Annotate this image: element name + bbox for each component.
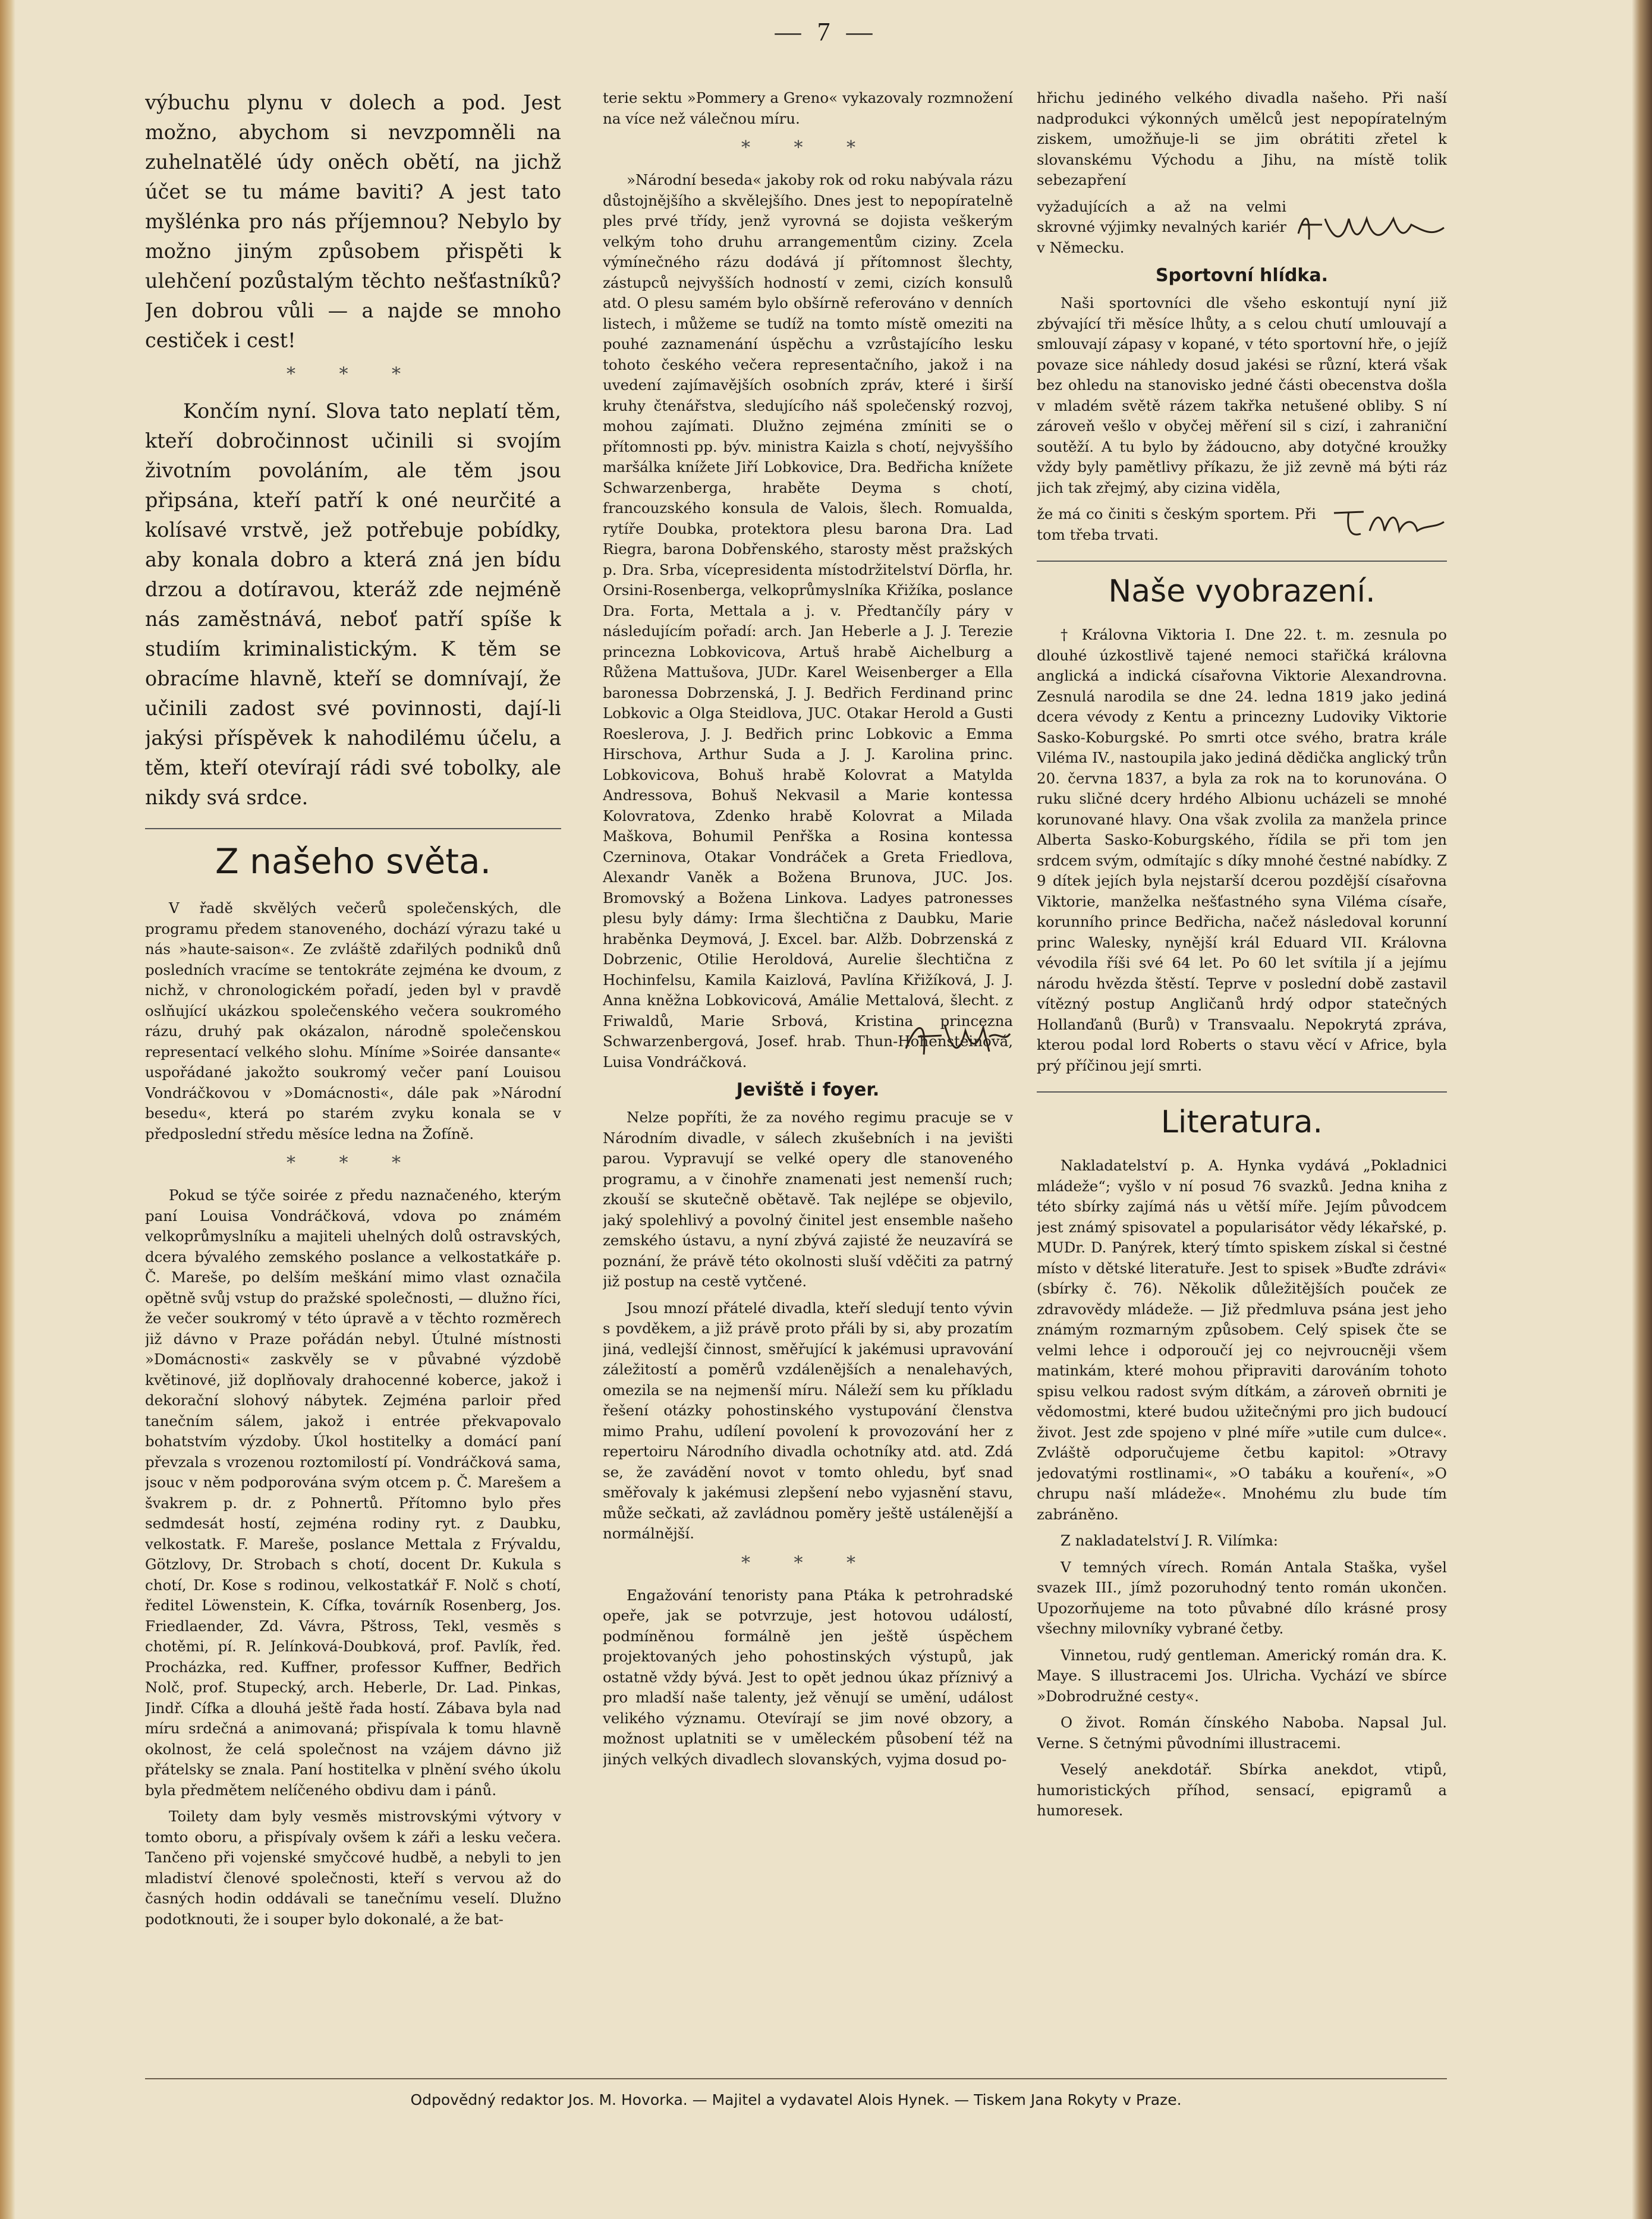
section-title-z-naseho-sveta: Z našeho světa. — [215, 841, 491, 882]
society-paragraph-2: Pokud se týče soirée z předu naznačeného, kterým paní Louisa Vondráčková, vdova po známém velkoprůmyslníku a majiteli uhelných dolů ostravských, dcera bývalého zemského poslance a velkostatkáře p. Č. Mareše, po delším meškání mimo vlast označila opětně svůj vstup do pražské společnosti, — dlužno říci, že večer soukromý v této úpravě a v těchto rozměrech již dávno v Praze pořádán nebyl. Útulné místnosti »Domácnosti« zaskvěly se v půvabné výzdobě květinové, již doplňovaly drahocenné koberce, jakož i dekorační slohový nábytek. Zejména parloir před tanečním sálem, jakož i entrée překvapovalo bohatstvím výzdoby. Úkol hostitelky a domácí paní převzala s vrozenou roztomilostí pí. Vondráčková sama, jsouc v něm podporována svým otcem p. Č. Marešem a švakrem p. dr. z Pohnertů. Přítomno bylo přes sedmdesát hostí, zejména rodiny ryt. z Daubku, velkostatk. F. Mareše, poslance Mettala z Frývaldu, Götzlovy, Dr. Strobach s chotí, docent Dr. Kukula s chotí, Dr. Kose s rodinou, velkostatkář F. Nolč s chotí, ředitel Löwenstein, K. Cífka, továrník Rosenberg, Jos. Friedlaender, Zd. Vávra, Pštross, Tekl, vesměs s chotěmi, pí. R. Jelínková-Doubková, prof. Pavlík, řed. Procházka, red. Kuffner, professor Kuffner, Bedřich Nolč, prof. Stupecký, arch. Heberle, Dr. Lad. Pinkas, Jindř. Cífka a dlouhá ještě řada hostí. Zábava byla nad míru srdečná a animovaná; přispívala k tomu hlavně okolnost, že celá společnost na vzájem dávno již přátelsky se znala. Paní hostitelka v plnění svého úkolu byla předmětem nelíčeného obdivu dam i pánů. — [145, 1186, 561, 1799]
section-title-literatura: Literatura. — [1160, 1104, 1323, 1140]
column-right — [1037, 88, 1447, 2061]
lead-paragraph-1: výbuchu plynu v dolech a pod. Jest možno, abychom si nevzpomněli na zuhelnatělé údy oněch obětí, na jichž účet se tu máme baviti? A jest tato myšlénka pro nás příjemnou? Nebylo by možno jiným způsobem přispěti k ulehčení pozůstalým těchto nešťastníků? Jen dobrou vůli — a najde se mnoho cestiček i cest! — [145, 91, 561, 352]
society-paragraph-3: Toilety dam byly vesměs mistrovskými výtvory v tomto oboru, a přispívaly ovšem k záři a lesku večera. Tančeno při vojenské smyčcové hudbě, a nebyli to jen mladiství členové společnosti, kteří s vervou až do časných hodin oddávali se tanečnímu veselí. Dlužno podotknouti, že i souper bylo dokonalé, a že bat- — [145, 1808, 561, 1928]
literature-paragraph-6: Veselý anekdotář. Sbírka anekdot, vtipů, humoristických příhod, sensací, epigramů a humoresek. — [1037, 1761, 1447, 1819]
ball-paragraph-0: terie sektu »Pommery a Greno« vykazovaly rozmnožení na více než válečnou míru. — [603, 89, 1013, 127]
signature-image — [1292, 201, 1447, 254]
signature-image — [1328, 501, 1447, 543]
star-divider: * * * — [741, 1552, 875, 1573]
page-edge-left — [0, 0, 15, 2219]
ball-report-block — [603, 170, 1013, 1072]
theatre-paragraph-2: Jsou mnozí přátelé divadla, kteří sledují tento vývin s povděkem, a již právě proto přáli by si, aby prozatím jiná, vedlejší činnost, směřující k jakémusi upravování záležitostí a poměrů vzdálenějších a nenalehavých, omezila se na nejmenší míru. Náleží sem ku příkladu řešení otázky pohostinského vystupování členstva mimo Prahu, udílení povolení k provozování her z repertoiru Národního divadla ochotníky atd. atd. Zdá se, že zavádění novot v tomto ohledu, byť snad směřovaly k jakémusi zlepšení nebo vyjasnění stavu, může sečkati, až zavládnou poměry ještě ustálenější a normálnější. — [603, 1299, 1013, 1542]
literature-paragraph-3: V temných vírech. Román Antala Staška, vyšel svazek III., jímž pozoruhodný tento román ukončen. Upozorňujeme na toto půvabné dílo krásné prosy všechny milovníky vybrané četby. — [1037, 1558, 1447, 1637]
column-left — [145, 88, 561, 2061]
section-rule — [1037, 561, 1447, 562]
theatre-continuation-block — [1037, 88, 1447, 258]
literature-paragraph-4: Vinnetou, rudý gentleman. Americký román dra. K. Maye. S illustracemi Jos. Ulricha. Vychází ve sbírce »Dobrodružné cesty«. — [1037, 1646, 1447, 1705]
lead-paragraph-2: Končím nyní. Slova tato neplatí těm, kteří dobročinnost učinili si svojím životním povoláním, ale těm jsou připsána, kteří patří k oné neurčité a kolísavé vrstvě, jež potřebuje pobídky, aby konala dobro a která zná jen bídu drzou a dotíravou, kteráž zde nejméně nás zaměstnává, neboť patří spíše k studiím kriminalistickým. K těm se obracíme hlavně, kteří se domnívají, že učinili zadost své povinnosti, dají-li jakýsi příspěvek k nahodilému účelu, a těm, kteří otevírají rádi své tobolky, ale nikdy svá srdce. — [145, 399, 561, 809]
column-middle — [603, 88, 1013, 2061]
theatre-paragraph-1: Nelze popříti, že za nového regimu pracuje se v Národním divadle, v sálech zkušebních i na jevišti parou. Vypravují se velké opery dle stanoveného programu, a v činohře znamenati jest nemenší ruch; zkouší se skutečně obětavě. Tak nejlépe se objevilo, jaký spolehlivý a povolný činitel jest ensemble našeho zemského ústavu, a nyní zbývá zajisté že neuzavírá se poznání, že právě této okolnosti sluší vděčiti za patrný již postup na cestě vytčené. — [603, 1109, 1013, 1290]
star-divider: * * * — [286, 1153, 420, 1173]
star-divider: * * * — [286, 364, 420, 385]
literature-paragraph-2: Z nakladatelství J. R. Vilímka: — [1061, 1532, 1279, 1549]
literature-paragraph-5: O život. Román čínského Naboba. Napsal Jul. Verne. S četnými původními illustracemi. — [1037, 1714, 1447, 1752]
theatre-continuation-2: vyžadujících a až na velmi skrovné výjimky nevalných kariér v Německu. — [1037, 197, 1286, 256]
literature-paragraph-1: Nakladatelství p. A. Hynka vydává „Pokladnici mládeže“; vyšlo v ní posud 76 svazků. Jedna kniha z této sbírky zajímá nás u větší míře. Jejím původcem jest známý spisovatel a popularisátor vědy lékařské, p. MUDr. D. Panýrek, který tímto spiskem získal si čestné místo v dětské literatuře. Jest to spisek »Buďte zdrávi« (sbírky č. 76). Několik důležitějších pouček ze zdravovědy mládeže. — Již předmluva psána jest jeho známým rozmarným způsobem. Celý spisek čte se velmi lehce i odporoučí jej co nejvroucněji všem matinkám, které mohou připraviti darováním tohoto spisu velkou radost svým dítkám, a zároveň obrniti je vědomostmi, které budou užitečnými pro jich budoucí život. Jest zde spojeno v plné míře »utile cum dulce«. Zvláště odporučujeme četbu kapitol: »Otravy jedovatými rostlinami«, »O tabáku a kouření«, »O chrupu naší mládeže«. Mnohému zlu bude tím zabráněno. — [1037, 1157, 1447, 1523]
theatre-paragraph-3: Engažování tenoristy pana Ptáka k petrohradské opeře, jak se potvrzuje, jest hotovou událostí, podmíněnou formálně jen ještě úspěchem projektovaných jeho pohostinských výstupů, jak ostatně vždy bývá. Jest to opět jednou úkaz příznivý a pro mladší naše talenty, jež věnují se umění, událost velikého významu. Otevírají se jim nové obzory, a možnost uplatniti se v uměleckém působení též na jiných velkých divadlech slovanských, vyjma dosud po- — [603, 1586, 1013, 1768]
page-number: — 7 — — [775, 17, 877, 46]
imprint-footer: Odpovědný redaktor Jos. M. Hovorka. — Majitel a vydavatel Alois Hynek. — Tiskem Jana Rokyty v Praze. — [410, 2091, 1182, 2108]
ball-paragraph-1: »Národní beseda« jakoby rok od roku nabývala rázu důstojnějšího a skvělejšího. Dnes jest to nepopíratelně ples prvé třídy, jenž vyrovná se dojista veškerým velkým toho druhu arrangementům ciziny. Zcela výmínečného rázu dodává jí přítomnost šlechty, zástupců nejvyšších hodností v zemi, cizích konsulů atd. O plesu samém bylo obšírně referováno v denních listech, i můžeme se tudíž na tomto místě omeziti na pouhé zaznamenání úspěchu a vzrůstajícího lesku tohoto českého večera representačního, jakož i na uvedení zajímavějších osobních zpráv, které i širší kruhy čtenářstva, sledujícího náš společenský rozvoj, mohou zajímati. Dlužno zejména zmíniti se o přítomnosti pp. býv. ministra Kaizla s chotí, nejvyššího maršálka knížete Jiří Lobkovice, Dra. Bedřicha knížete Schwarzenberga, hraběte Deyma s chotí, francouzského konsula de Valois, šlech. Romualda, rytíře Doubka, protektora plesu barona Dra. Lad Riegra, barona Dobřenského, starosty měst pražských p. Dra. Srba, vícepresidenta místodržitelství Dörfla, hr. Orsini-Rosenberga, velkoprůmyslníka Křižíka, poslance Dra. Forta, Mettala a j. v. Předtančíly páry v následujícím pořadí: arch. Jan Heberle a J. J. Terezie princezna Lobkovicova, Artuš hrabě Aichelburg a Růžena Mattušova, JUDr. Karel Weisenberger a Ella baronessa Dobrzenská, J. J. Bedřich Ferdinand princ Lobkovic a Olga Steidlova, JUC. Otakar Herold a Gusti Roeslerova, J. J. Bedřich princ Lobkovic a Emma Hirschova, Arthur Suda a J. J. Karolina princ. Lobkovicova, Bohuš hrabě Kolovrat a Matylda Andressova, Bohuš Nekvasil a Marie kontessa Kolovratova, Zdenko hrabě Kolovrat a Milada Maškova, Bohumil Penřška a Rosina kontessa Czerninova, Otakar Vondráček a Greta Friedlova, Alexandr Vaněk a Božena Brunova, JUC. Jos. Bromovský a Božena Linkova. Ladyes patronesses plesu byly dámy: Irma šlechtična z Daubku, Marie hraběnka Deymová, J. Excel. bar. Alžb. Dobrzenská z Dobrzenic, Otilie Heroldová, Aurelie šlechtična z Hochinfelsu, Kamila Kaizlová, Pavlína Křižíková, J. J. Anna kněžna Lobkovicová, Amálie Mettalová, šlecht. z Friwaldů, Marie Srbová, Kristina princezna Schwarzenbergová, Josef. hrab. Thun-Hohensteinová, Luisa Vondráčková. — [603, 171, 1013, 1071]
signature-image — [900, 1013, 1013, 1066]
sport-paragraph-1: Naši sportovníci dle všeho eskontují nyní již zbývající tři měsíce lhůty, a s celou chutí umlouvají a smlouvají zápasy v kopané, v této sportovní hře, o jejíž povaze sice náhledy dosud jakési se různí, která však bez ohledu na stanovisko jedné části obecenstva došla v mladém světě rázem takřka netušené obliby. S ní zároveň vešlo v obyčej měření sil s cizí, i zahraniční soutěží. A tu bylo by žádoucno, aby dotyčné kroužky vždy byly pamětlivy příkazu, že již zevně má býti ráz jich tak zřejmý, aby cizina viděla, — [1037, 294, 1447, 496]
queen-victoria-paragraph: † Královna Viktoria I. Dne 22. t. m. zesnula po dlouhé úzkostlivě tajené nemoci stařičká královna anglická a indická císařovna Viktorie Alexandrovna. Zesnulá narodila se dne 24. ledna 1819 jako jediná dcera vévody z Kentu a princezny Ludoviky Viktorie Sasko-Koburgské. Po smrti otce svého, bratra krále Viléma IV., nastoupila jako jediná dědička anglický trůn 20. června 1837, a byla za rok na to korunována. O ruku sličné dcery hrdého Albionu ucházeli se mnohé korunované hlavy. Ona však zvolila za manžela prince Alberta Sasko-Koburgského, řídila se při tom jen srdcem svým, odmítajíc s díky mnohé čestné nabídky. Z 9 dítek jejích byla nejstarší dcerou pozdější císařovna Viktorie, manželka nešťastného syna Viléma císaře, korunního prince Bedřicha, načež následoval korunní princ Walesky, nynější král Eduard VII. Královna vévodila říši své 64 let. Po 60 let svítila jí a jejímu národu hvězda štěstí. Teprve v poslední době zastavil vítězný postup Angličanů hrdý odpor statečných Hollanďanů (Burů) v Transvaalu. Nepokrytá zpráva, kterou podal lord Roberts o stavu věcí v Africe, byla prý příčinou její smrti. — [1037, 626, 1447, 1074]
star-divider: * * * — [741, 137, 875, 158]
theatre-continuation-1: hřichu jediného velkého divadla našeho. Při naší nadprodukci výkonných umělců jest nepopíratelným ziskem, umožňuje-li se jim obrátiti zřetel k slovanskému Východu a Jihu, na místě tolik sebezapření — [1037, 89, 1447, 188]
sport-paragraph-2: že má co činiti s českým sportem. Při tom třeba trvati. — [1037, 505, 1316, 543]
section-title-sportovni-hlidka: Sportovní hlídka. — [1155, 265, 1329, 286]
section-title-jeviste: Jeviště i foyer. — [736, 1079, 880, 1100]
footer-rule — [145, 2078, 1447, 2079]
society-paragraph-1: V řadě skvělých večerů společenských, dle programu předem stanoveného, dochází výrazu také u nás »haute-saison«. Ze zvláště zdařilých podniků dnů posledních vracíme se tentokráte zejména ke dvoum, z nichž, v chronologickém pořadí, jeden byl v pravdě oslňující ukázkou společenského večera soukromého rázu, druhý pak okázalon, národně společenskou representací velkého slohu. Míníme »Soirée dansante« uspořádané jakožto soukromý večer paní Louisou Vondráčkovou v »Domácnosti«, dále pak »Národní besedu«, která po starém zvyku konala se v předposlední středu měsíce ledna na Žofíně. — [145, 899, 561, 1142]
section-rule — [1037, 1091, 1447, 1093]
page-edge-right — [1632, 0, 1652, 2219]
sport-block — [1037, 293, 1447, 545]
section-title-nase-vyobrazeni: Naše vyobrazení. — [1108, 574, 1376, 609]
section-rule — [145, 828, 561, 829]
